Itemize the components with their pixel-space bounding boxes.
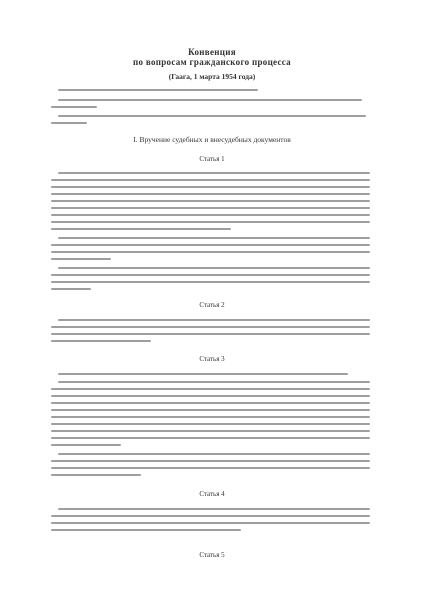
- text-line: [51, 281, 370, 283]
- text-line: [51, 474, 141, 476]
- text-line: [58, 373, 348, 375]
- text-line: [58, 237, 370, 239]
- text-line: [51, 333, 370, 335]
- text-line: [51, 106, 97, 108]
- text-line: [51, 207, 370, 209]
- text-line: [51, 515, 370, 517]
- text-line: [51, 423, 370, 425]
- text-line: [51, 244, 370, 246]
- text-line: [51, 444, 121, 446]
- text-line: [51, 522, 370, 524]
- text-line: [51, 430, 370, 432]
- text-line: [58, 453, 370, 455]
- text-line: [51, 228, 231, 230]
- text-line: [58, 115, 366, 117]
- title-line-1: Конвенция: [188, 47, 236, 57]
- text-line: [51, 467, 370, 469]
- text-line: [51, 326, 370, 328]
- text-line: [51, 388, 370, 390]
- text-line: [51, 274, 370, 276]
- text-line: [58, 99, 362, 101]
- text-line: [51, 186, 370, 188]
- text-line: [51, 221, 370, 223]
- text-line: [51, 214, 370, 216]
- text-line: [51, 288, 91, 290]
- text-line: [51, 437, 370, 439]
- article-1-heading: Статья 1: [199, 155, 225, 163]
- text-line: [51, 179, 370, 181]
- text-line: [51, 460, 370, 462]
- article-5-heading: Статья 5: [199, 551, 225, 559]
- text-line: [58, 89, 258, 91]
- text-line: [51, 122, 87, 124]
- text-line: [51, 409, 370, 411]
- title-line-2: по вопросам гражданского процесса: [133, 57, 291, 67]
- text-line: [51, 258, 111, 260]
- article-4-heading: Статья 4: [199, 490, 225, 498]
- article-3-heading: Статья 3: [199, 355, 225, 363]
- document-title: [0, 47, 424, 67]
- text-line: [58, 381, 370, 383]
- text-line: [58, 172, 370, 174]
- article-2-heading: Статья 2: [199, 301, 225, 309]
- text-line: [51, 529, 241, 531]
- text-line: [58, 508, 370, 510]
- text-line: [51, 416, 370, 418]
- text-line: [51, 251, 370, 253]
- text-line: [58, 319, 370, 321]
- text-line: [51, 340, 151, 342]
- text-line: [51, 193, 370, 195]
- document-date: (Гаага, 1 марта 1954 года): [168, 72, 256, 81]
- text-line: [58, 267, 370, 269]
- text-line: [51, 200, 370, 202]
- text-line: [51, 402, 370, 404]
- text-line: [51, 395, 370, 397]
- section-heading: I. Вручение судебных и внесудебных документов: [133, 135, 291, 144]
